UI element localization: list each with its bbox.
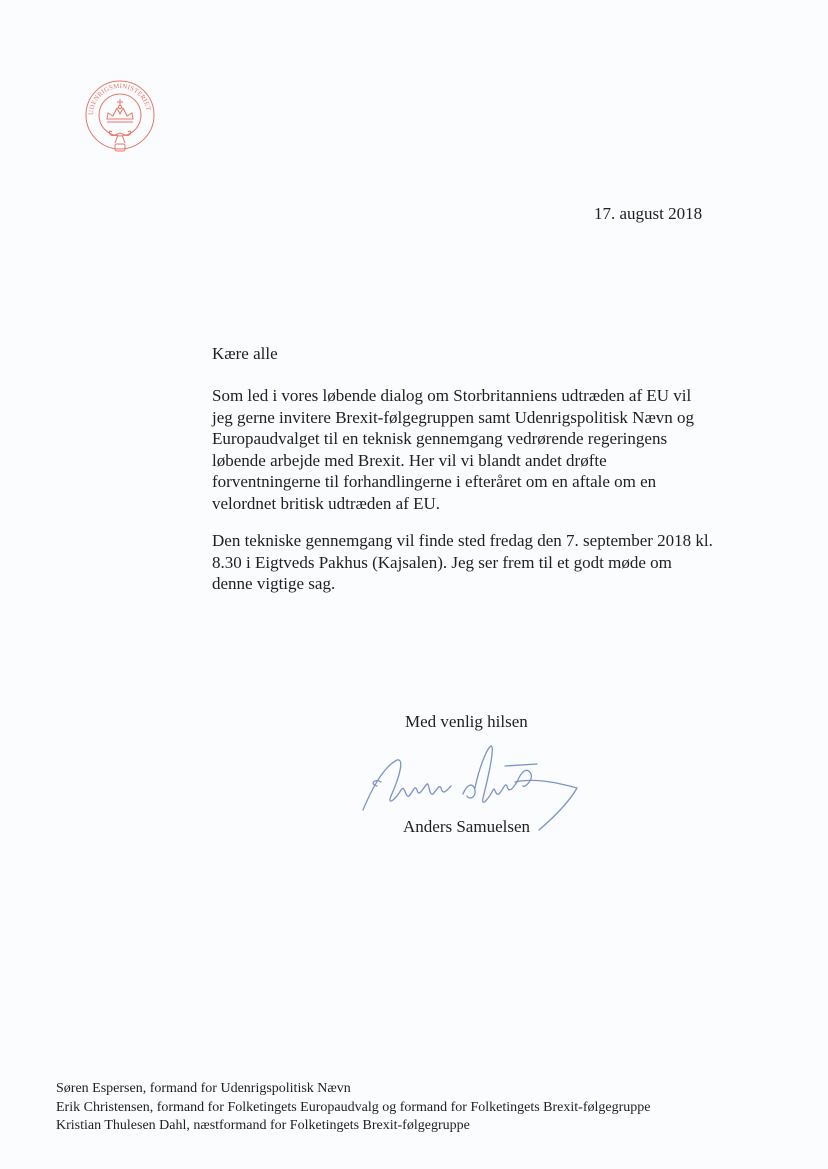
body-paragraph-1 <box>212 385 752 514</box>
letter-date: 17. august 2018 <box>594 204 703 223</box>
recipient-line: Erik Christensen, formand for Folketingets Europaudvalg og formand for Folketingets Brexit-følgegruppe <box>56 1099 651 1115</box>
text-line: velordnet britisk udtræden af EU. <box>212 493 441 513</box>
closing-phrase: Med venlig hilsen <box>405 712 528 731</box>
text-line: denne vigtige sag. <box>212 574 336 593</box>
recipient-line: Søren Espersen, formand for Udenrigspolitisk Nævn <box>56 1081 351 1096</box>
recipients-list <box>56 1080 650 1136</box>
salutation: Kære alle <box>212 344 278 363</box>
text-line: forventningerne til forhandlingerne i efteråret om en aftale om en <box>212 472 657 491</box>
svg-text:UDENRIGSMINISTERIET: UDENRIGSMINISTERIET <box>87 82 152 116</box>
ministry-seal-logo <box>82 75 158 157</box>
recipient-line: Kristian Thulesen Dahl, næstformand for Folketingets Brexit-følgegruppe <box>56 1118 470 1133</box>
text-line: jeg gerne invitere Brexit-følgegruppen samt Udenrigspolitisk Nævn og <box>212 407 695 427</box>
body-paragraph-2 <box>212 530 752 595</box>
text-line: Som led i vores løbende dialog om Storbritanniens udtræden af EU vil <box>212 386 692 405</box>
signer-name: Anders Samuelsen <box>403 817 531 836</box>
text-line: Den tekniske gennemgang vil finde sted fredag den 7. september 2018 kl. <box>212 531 713 550</box>
text-line: Europaudvalget til en teknisk gennemgang vedrørende regeringens <box>212 429 668 448</box>
text-line: løbende arbejde med Brexit. Her vil vi blandt andet drøfte <box>212 450 607 470</box>
text-line: 8.30 i Eigtveds Pakhus (Kajsalen). Jeg ser frem til et godt møde om <box>212 552 672 572</box>
